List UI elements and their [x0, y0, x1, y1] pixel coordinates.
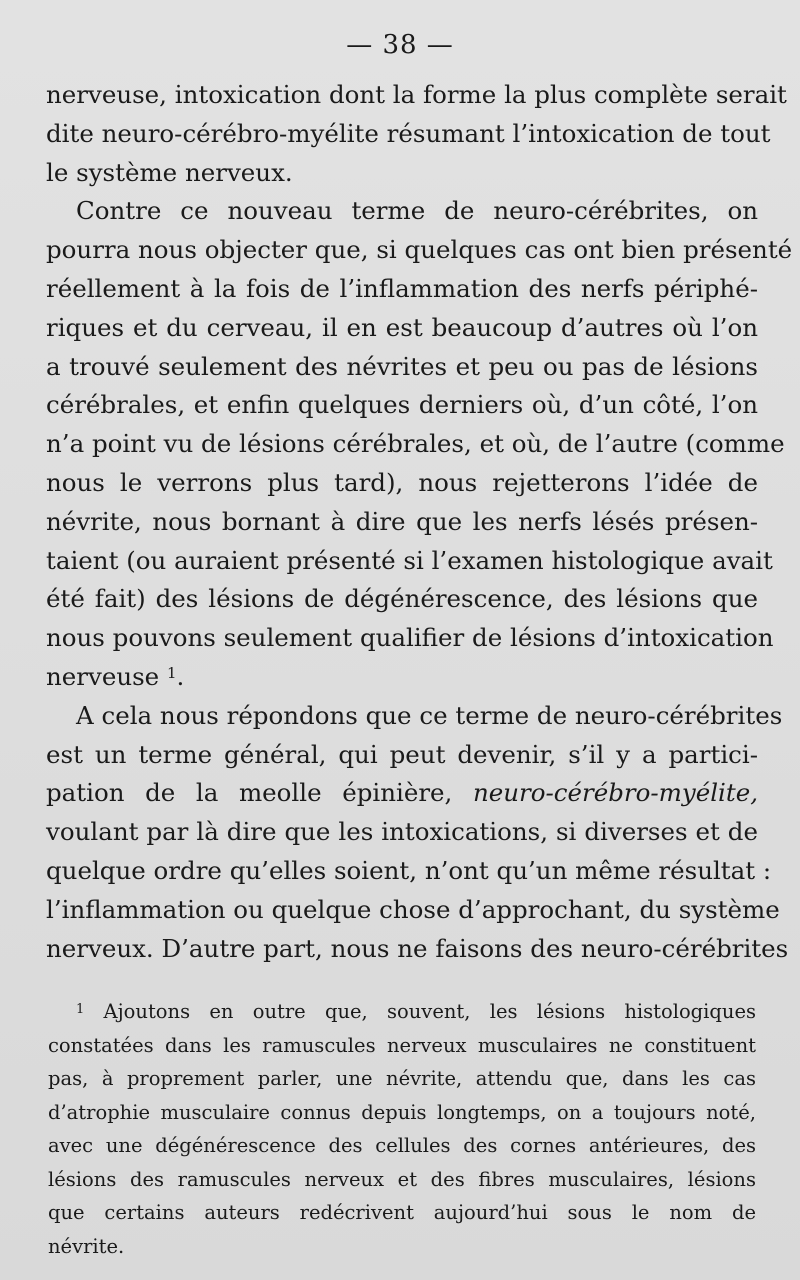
footnote-line: avec une dégénérescence des cellules des cornes antérieures, des: [48, 1134, 756, 1157]
footnote-line: [48, 995, 756, 1029]
footnote-line: d’atrophie musculaire connus depuis longtemps, on a toujours noté,: [48, 1100, 756, 1124]
text-line: A cela nous répondons que ce terme de neuro-cérébrites: [76, 700, 783, 730]
text-line: Contre ce nouveau terme de neuro-cérébrites, on: [76, 196, 758, 226]
text-fragment: nerveuse: [46, 661, 160, 691]
footnote: [48, 995, 756, 1263]
text-line: le système nerveux.: [46, 157, 293, 187]
text-line: [46, 658, 758, 697]
footnote-line: pas, à proprement parler, une névrite, attendu que, dans les cas: [48, 1067, 756, 1090]
text-line: névrite, nous bornant à dire que les nerfs lésés présen-: [46, 506, 758, 536]
text-line: dite neuro-cérébro-myélite résumant l’intoxication de tout: [46, 118, 771, 148]
text-fragment: Ajoutons en outre que, souvent, les lésions histologiques: [103, 1000, 756, 1023]
text-line: réellement à la fois de l’inflammation des nerfs périphé-: [46, 273, 758, 303]
text-line: été fait) des lésions de dégénérescence, des lésions que: [46, 584, 758, 614]
text-line: cérébrales, et enfin quelques derniers où, d’un côté, l’on: [46, 390, 758, 420]
footnote-line: constatées dans les ramuscules nerveux musculaires ne constituent: [48, 1033, 756, 1057]
footnote-reference: 1: [166, 663, 177, 682]
footnote-line: névrite.: [48, 1234, 125, 1258]
text-line: taient (ou auraient présenté si l’examen histologique avait: [46, 545, 773, 575]
text-line: l’inflammation ou quelque chose d’approchant, du système: [46, 894, 780, 924]
punctuation: .: [176, 661, 185, 691]
text-line: nerveux. D’autre part, nous ne faisons des neuro-cérébrites: [46, 933, 789, 963]
italic-term: neuro-cérébro-myélite,: [472, 778, 759, 808]
text-line: nous le verrons plus tard), nous rejetterons l’idée de: [46, 467, 758, 497]
text-line: nous pouvons seulement qualifier de lésions d’intoxication: [46, 623, 774, 653]
text-line: voulant par là dire que les intoxications, si diverses et de: [46, 817, 758, 847]
text-line: riques et du cerveau, il en est beaucoup d’autres où l’on: [46, 312, 758, 342]
page-number: — 38 —: [346, 30, 454, 60]
footnote-marker: 1: [76, 1002, 85, 1017]
text-line: quelque ordre qu’elles soient, n’ont qu’un même résultat :: [46, 855, 772, 885]
text-line: est un terme général, qui peut devenir, s’il y a partici-: [46, 739, 758, 769]
text-line: n’a point vu de lésions cérébrales, et où, de l’autre (comme: [46, 429, 785, 459]
footnote-line: lésions des ramuscules nerveux et des fibres musculaires, lésions: [48, 1167, 756, 1191]
text-line: [46, 774, 758, 813]
text-line: nerveuse, intoxication dont la forme la plus complète serait: [46, 80, 787, 109]
body-text: [46, 76, 793, 968]
text-fragment: pation de la meolle épinière,: [46, 778, 453, 808]
text-line: a trouvé seulement des névrites et peu ou pas de lésions: [46, 351, 758, 381]
text-line: pourra nous objecter que, si quelques cas ont bien présenté: [46, 235, 793, 265]
footnote-line: que certains auteurs redécrivent aujourd’hui sous le nom de: [48, 1201, 756, 1224]
